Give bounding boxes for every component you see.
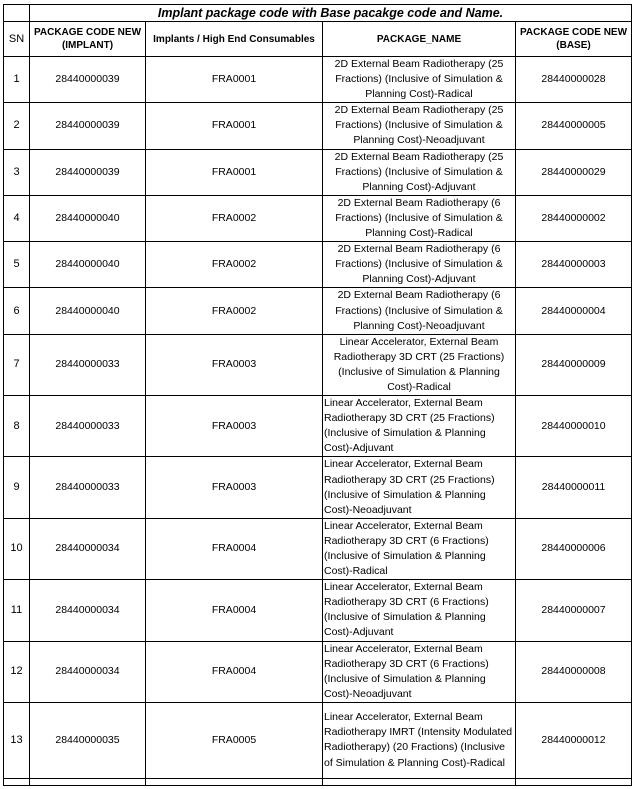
cell-implant-code: 28440000039 xyxy=(30,103,146,149)
cell-implant-code: 28440000040 xyxy=(30,288,146,334)
cut-cell xyxy=(516,778,632,785)
cell-implant: FRA0005 xyxy=(146,702,323,778)
cell-implant: FRA0004 xyxy=(146,518,323,579)
cell-sn: 4 xyxy=(4,195,30,241)
table-row xyxy=(4,518,632,579)
cell-package-name: Linear Accelerator, External Beam Radiotherapy 3D CRT (25 Fractions) (Inclusive of Simulation & Planning Cost)-Adjuvant xyxy=(323,396,516,457)
cell-base-code: 28440000005 xyxy=(516,103,632,149)
table-row xyxy=(4,242,632,288)
cell-package-name: Linear Accelerator, External Beam Radiotherapy 3D CRT (6 Fractions) (Inclusive of Simulation & Planning Cost)-Adjuvant xyxy=(323,580,516,641)
cell-implant-code: 28440000034 xyxy=(30,518,146,579)
cell-implant: FRA0001 xyxy=(146,57,323,103)
cell-implant-code: 28440000034 xyxy=(30,580,146,641)
cell-package-name: Linear Accelerator, External Beam Radiotherapy 3D CRT (6 Fractions) (Inclusive of Simulation & Planning Cost)-Neoadjuvant xyxy=(323,641,516,702)
cell-sn: 12 xyxy=(4,641,30,702)
cell-implant-code: 28440000034 xyxy=(30,641,146,702)
table-row xyxy=(4,457,632,518)
cell-base-code: 28440000006 xyxy=(516,518,632,579)
cut-cell xyxy=(323,778,516,785)
table-row xyxy=(4,580,632,641)
cell-package-name: 2D External Beam Radiotherapy (25 Fractions) (Inclusive of Simulation & Planning Cost)-Adjuvant xyxy=(323,149,516,195)
table-row xyxy=(4,396,632,457)
cell-sn: 11 xyxy=(4,580,30,641)
cell-sn: 13 xyxy=(4,702,30,778)
table-row xyxy=(4,149,632,195)
cell-implant: FRA0004 xyxy=(146,641,323,702)
header-implants: Implants / High End Consumables xyxy=(146,22,323,57)
cell-sn: 1 xyxy=(4,57,30,103)
cell-implant-code: 28440000040 xyxy=(30,242,146,288)
cell-implant: FRA0002 xyxy=(146,288,323,334)
cell-sn: 7 xyxy=(4,334,30,395)
cell-package-name: 2D External Beam Radiotherapy (6 Fractions) (Inclusive of Simulation & Planning Cost)-Radical xyxy=(323,195,516,241)
cell-base-code: 28440000008 xyxy=(516,641,632,702)
cell-implant-code: 28440000033 xyxy=(30,457,146,518)
cell-sn: 8 xyxy=(4,396,30,457)
table-row xyxy=(4,103,632,149)
cell-package-name: 2D External Beam Radiotherapy (25 Fractions) (Inclusive of Simulation & Planning Cost)-Neoadjuvant xyxy=(323,103,516,149)
header-package-name: PACKAGE_NAME xyxy=(323,22,516,57)
cell-implant-code: 28440000035 xyxy=(30,702,146,778)
cell-base-code: 28440000011 xyxy=(516,457,632,518)
cell-base-code: 28440000003 xyxy=(516,242,632,288)
cell-base-code: 28440000007 xyxy=(516,580,632,641)
table-row xyxy=(4,288,632,334)
cell-implant: FRA0003 xyxy=(146,457,323,518)
cut-cell xyxy=(4,778,30,785)
table-title: Implant package code with Base pacakge code and Name. xyxy=(30,5,632,22)
header-row xyxy=(4,22,632,57)
cell-implant-code: 28440000039 xyxy=(30,149,146,195)
title-row xyxy=(4,5,632,22)
cell-implant: FRA0001 xyxy=(146,103,323,149)
cell-sn: 6 xyxy=(4,288,30,334)
cell-implant: FRA0002 xyxy=(146,195,323,241)
cell-package-name: 2D External Beam Radiotherapy (6 Fractions) (Inclusive of Simulation & Planning Cost)-Neoadjuvant xyxy=(323,288,516,334)
cell-base-code: 28440000004 xyxy=(516,288,632,334)
cell-base-code: 28440000012 xyxy=(516,702,632,778)
package-code-table xyxy=(3,4,632,786)
cell-implant: FRA0004 xyxy=(146,580,323,641)
cell-implant: FRA0003 xyxy=(146,396,323,457)
cell-sn: 2 xyxy=(4,103,30,149)
table-row xyxy=(4,195,632,241)
cell-base-code: 28440000028 xyxy=(516,57,632,103)
table-row xyxy=(4,641,632,702)
cell-package-name: Linear Accelerator, External Beam Radiotherapy 3D CRT (25 Fractions) (Inclusive of Simulation & Planning Cost)-Radical xyxy=(323,334,516,395)
cell-implant: FRA0003 xyxy=(146,334,323,395)
cell-implant-code: 28440000040 xyxy=(30,195,146,241)
cell-sn: 5 xyxy=(4,242,30,288)
cell-package-name: Linear Accelerator, External Beam Radiotherapy 3D CRT (6 Fractions) (Inclusive of Simulation & Planning Cost)-Radical xyxy=(323,518,516,579)
cell-implant-code: 28440000033 xyxy=(30,334,146,395)
cell-base-code: 28440000009 xyxy=(516,334,632,395)
cell-base-code: 28440000029 xyxy=(516,149,632,195)
cut-cell xyxy=(146,778,323,785)
cell-implant-code: 28440000039 xyxy=(30,57,146,103)
cell-implant: FRA0002 xyxy=(146,242,323,288)
cell-package-name: Linear Accelerator, External Beam Radiotherapy 3D CRT (25 Fractions) (Inclusive of Simulation & Planning Cost)-Neoadjuvant xyxy=(323,457,516,518)
cut-cell xyxy=(30,778,146,785)
header-sn: SN xyxy=(4,22,30,57)
cell-implant: FRA0001 xyxy=(146,149,323,195)
cell-package-name: 2D External Beam Radiotherapy (25 Fractions) (Inclusive of Simulation & Planning Cost)-Radical xyxy=(323,57,516,103)
header-package-code-base: PACKAGE CODE NEW (BASE) xyxy=(516,22,632,57)
cell-package-name: 2D External Beam Radiotherapy (6 Fractions) (Inclusive of Simulation & Planning Cost)-Adjuvant xyxy=(323,242,516,288)
cell-implant-code: 28440000033 xyxy=(30,396,146,457)
cell-base-code: 28440000002 xyxy=(516,195,632,241)
cell-sn: 9 xyxy=(4,457,30,518)
cell-sn: 3 xyxy=(4,149,30,195)
table-row xyxy=(4,57,632,103)
cell-package-name: Linear Accelerator, External Beam Radiotherapy IMRT (Intensity Modulated Radiotherapy) (20 Fractions) (Inclusive of Simulation & Planning Cost)-Radical xyxy=(323,702,516,778)
table-row xyxy=(4,334,632,395)
cell-base-code: 28440000010 xyxy=(516,396,632,457)
table-row xyxy=(4,702,632,778)
cell-sn: 10 xyxy=(4,518,30,579)
table-row-cut-off xyxy=(4,778,632,785)
header-package-code-implant: PACKAGE CODE NEW (IMPLANT) xyxy=(30,22,146,57)
table-body xyxy=(4,57,632,786)
title-blank-cell xyxy=(4,5,30,22)
